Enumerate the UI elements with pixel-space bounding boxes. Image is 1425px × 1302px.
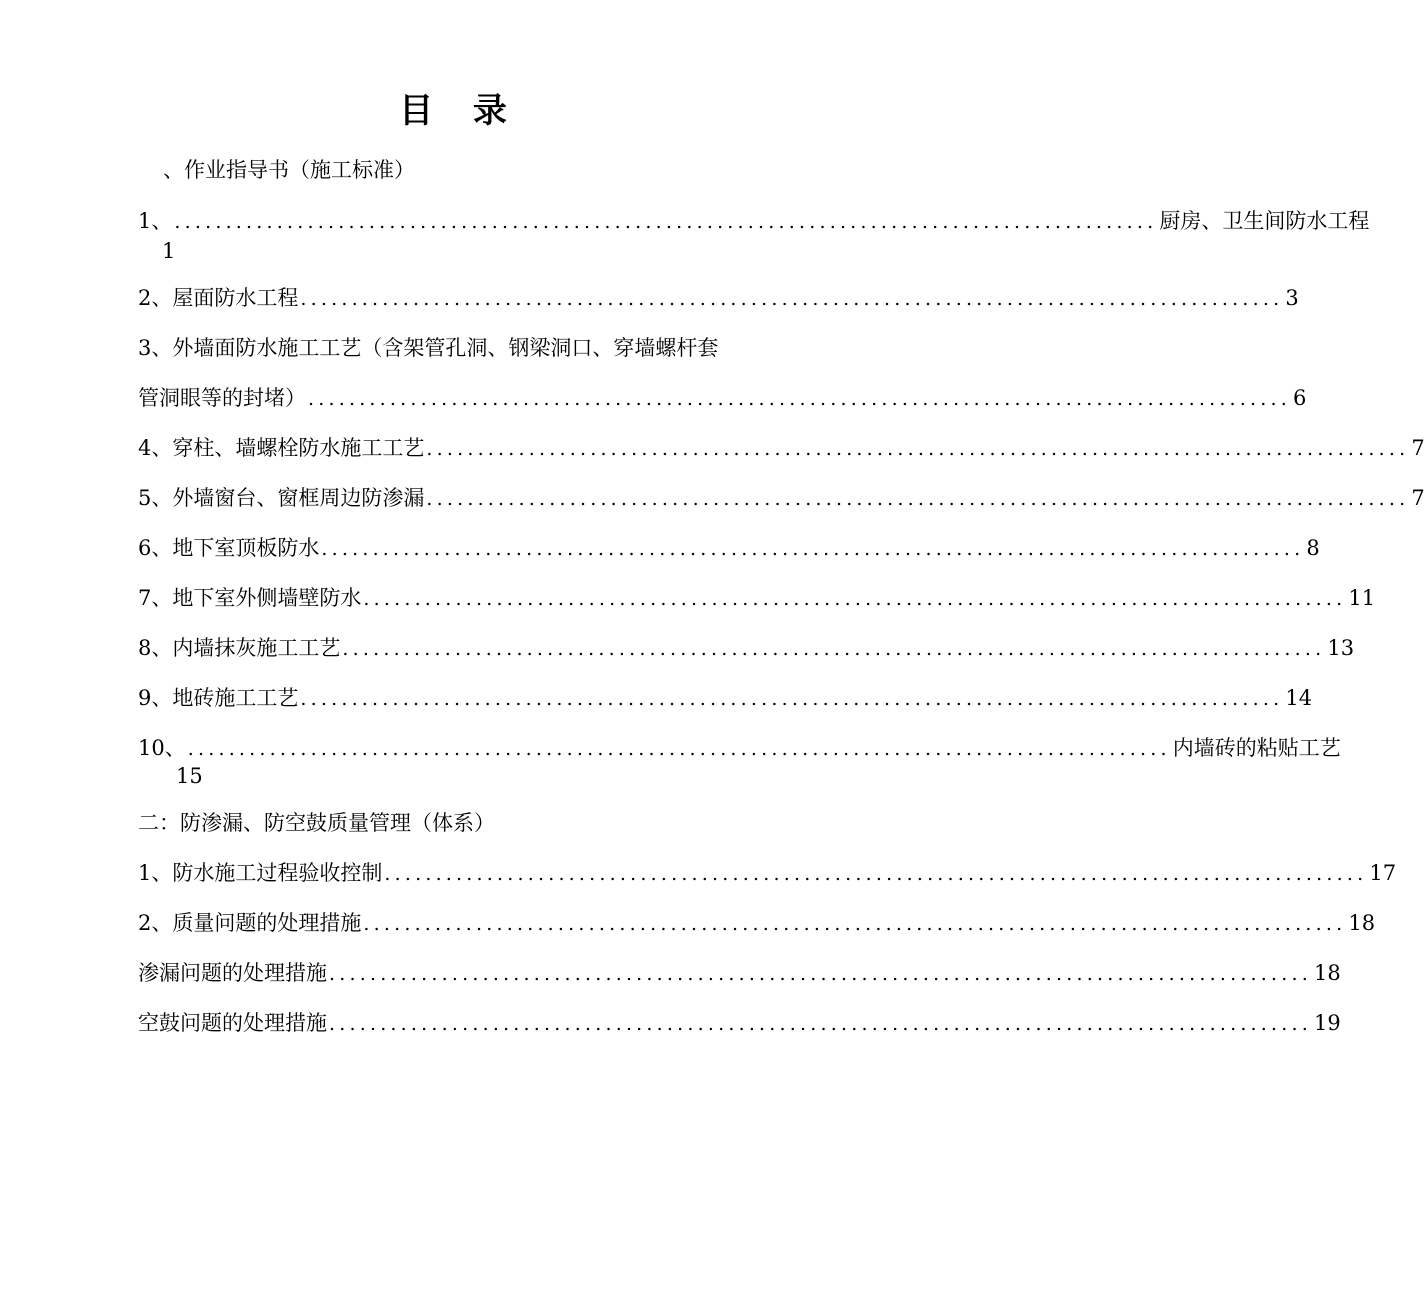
toc-entry-label: 8、内墙抹灰施工工艺 [138, 636, 341, 660]
toc-entry-label: 管洞眼等的封堵） [138, 386, 306, 410]
toc-entry-number: 10、 [138, 736, 186, 760]
toc-leader-dots: ................................................................................................ [321, 538, 1305, 560]
toc-entry-label: 内墙砖的粘贴工艺 [1172, 736, 1341, 760]
toc-entry-5[interactable] [138, 483, 1425, 513]
toc-entry-6[interactable] [138, 533, 1320, 563]
toc-entry-3[interactable] [138, 383, 1307, 413]
toc-entry-label: 4、穿柱、墙螺栓防水施工工艺 [138, 436, 425, 460]
toc-leader-dots: ................................................................................................ [174, 211, 1158, 233]
toc-entry-label: 1、防水施工过程验收控制 [138, 861, 383, 885]
toc-entry-s2-3[interactable] [138, 958, 1341, 988]
toc-entry-page: 18 [1348, 911, 1376, 935]
toc-entry-page: 19 [1314, 1011, 1341, 1035]
toc-leader-dots: ................................................................................................ [426, 488, 1410, 510]
toc-entry-page: 17 [1369, 861, 1397, 885]
toc-leader-dots: ................................................................................................ [329, 963, 1312, 985]
toc-entry-s2-1[interactable] [138, 858, 1397, 888]
toc-entry-page: 7 [1411, 436, 1425, 460]
toc-leader-dots: ................................................................................................ [187, 738, 1171, 760]
toc-entry-s2-4[interactable] [138, 1008, 1341, 1038]
toc-leader-dots: ................................................................................................ [363, 913, 1347, 935]
toc-entry-page: 6 [1293, 386, 1307, 410]
toc-entry-page: 18 [1314, 961, 1341, 985]
toc-entry-8[interactable] [138, 633, 1355, 663]
toc-leader-dots: ................................................................................................ [426, 438, 1410, 460]
toc-entry-3-line1[interactable]: 3、外墙面防水施工工艺（含架管孔洞、钢梁洞口、穿墙螺杆套 [138, 336, 719, 360]
section-heading-1: 、作业指导书（施工标准） [163, 158, 415, 182]
toc-leader-dots: ................................................................................................ [342, 638, 1326, 660]
toc-entry-label: 5、外墙窗台、窗框周边防渗漏 [138, 486, 425, 510]
toc-entry-page: 3 [1285, 286, 1299, 310]
toc-entry-page: 11 [1348, 586, 1376, 610]
page-title: 目 录 [399, 91, 521, 131]
toc-entry-label: 2、质量问题的处理措施 [138, 911, 362, 935]
toc-entry-label: 6、地下室顶板防水 [138, 536, 320, 560]
toc-entry-2[interactable] [138, 283, 1299, 313]
toc-entry-page: 7 [1411, 486, 1425, 510]
toc-entry-label: 渗漏问题的处理措施 [138, 961, 327, 985]
toc-leader-dots: ................................................................................................ [308, 388, 1291, 410]
toc-leader-dots: ................................................................................................ [363, 588, 1347, 610]
toc-entry-4[interactable] [138, 433, 1425, 463]
toc-entry-label: 2、屋面防水工程 [138, 286, 299, 310]
toc-leader-dots: ................................................................................................ [384, 863, 1368, 885]
toc-entry-1[interactable] [138, 206, 1370, 236]
toc-entry-label: 厨房、卫生间防水工程 [1159, 209, 1370, 233]
toc-entry-9[interactable] [138, 683, 1313, 713]
section-heading-2: 二：防渗漏、防空鼓质量管理（体系） [138, 811, 495, 835]
toc-entry-page: 15 [176, 764, 203, 788]
toc-entry-label: 空鼓问题的处理措施 [138, 1011, 327, 1035]
toc-leader-dots: ................................................................................................ [300, 288, 1284, 310]
toc-entry-number: 1、 [138, 209, 173, 233]
toc-entry-label: 7、地下室外侧墙壁防水 [138, 586, 362, 610]
toc-entry-label: 9、地砖施工工艺 [138, 686, 299, 710]
toc-leader-dots: ................................................................................................ [300, 688, 1284, 710]
toc-entry-page: 1 [162, 239, 176, 263]
toc-entry-10[interactable] [138, 733, 1341, 763]
toc-entry-s2-2[interactable] [138, 908, 1376, 938]
toc-leader-dots: ................................................................................................ [329, 1013, 1312, 1035]
toc-entry-page: 14 [1285, 686, 1313, 710]
toc-entry-page: 8 [1306, 536, 1320, 560]
toc-entry-page: 13 [1327, 636, 1355, 660]
toc-entry-7[interactable] [138, 583, 1376, 613]
